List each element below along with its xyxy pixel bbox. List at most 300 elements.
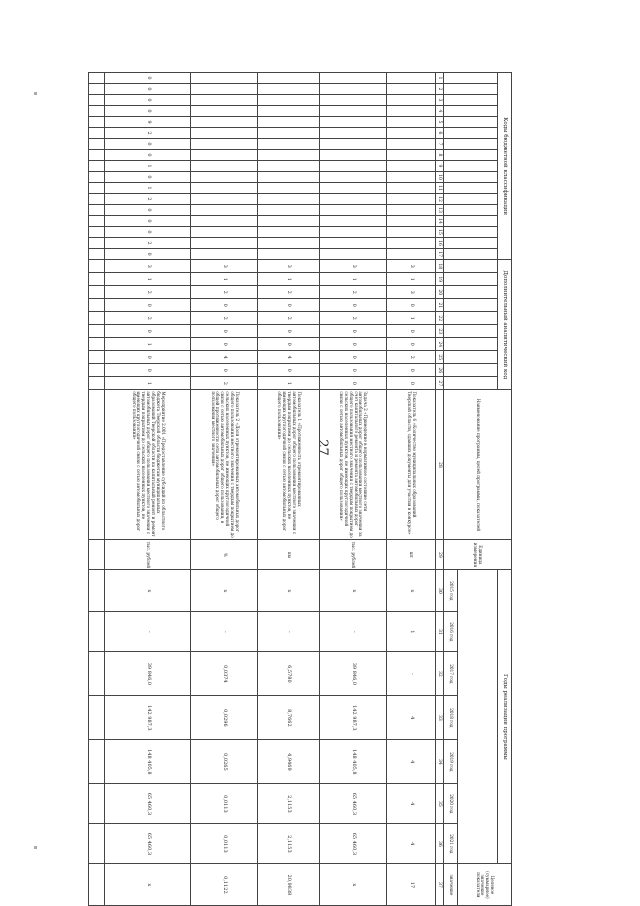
code-cell <box>89 227 105 238</box>
year-value-cell: 0,0113 <box>191 784 258 824</box>
code-cell <box>258 73 319 84</box>
column-number: 30 <box>436 570 444 612</box>
description-cell: Мероприятие 2.001 «Предоставление субсидий из областного бюджета Тверской области бюджетам муниципальных образований Тверской области на капитальный ремонт и ремонт автомобильных дорог общего пользования местного значения с твердым покрытием до сельских населенных пунктов, не имеющих круглогодичной связи с сетью автомобильных дорог общего пользования» <box>105 390 191 540</box>
analytic-code-cell: 0 <box>191 364 258 377</box>
year-value-cell: 65 460,3 <box>105 784 191 824</box>
code-cell <box>89 95 105 106</box>
year-value-cell: 6,5780 <box>258 652 319 696</box>
analytic-code-cell: 3 <box>258 260 319 273</box>
code-cell <box>89 139 105 150</box>
code-cell <box>191 128 258 139</box>
code-cell <box>191 227 258 238</box>
code-cell <box>258 227 319 238</box>
year-value-cell: 2,1153 <box>258 784 319 824</box>
column-number: 29 <box>436 540 444 570</box>
code-cell <box>319 150 386 161</box>
year-value-cell: x <box>319 570 386 612</box>
code-cell <box>319 106 386 117</box>
target-value-cell: x <box>105 864 191 906</box>
analytic-code-cell: 3 <box>319 260 386 273</box>
page-number: 27 <box>314 439 330 456</box>
column-number: 22 <box>436 312 444 325</box>
code-cell <box>387 172 436 183</box>
code-cell <box>191 194 258 205</box>
analytic-code-cell: 0 <box>105 364 191 377</box>
code-cell <box>258 194 319 205</box>
year-value-cell: 4 <box>387 696 436 740</box>
column-number: 8 <box>436 150 444 161</box>
year-value-cell: 4 <box>387 740 436 784</box>
code-cell <box>258 183 319 194</box>
column-number: 32 <box>436 652 444 696</box>
header-code-col <box>444 73 498 84</box>
unit-cell: % <box>191 540 258 570</box>
year-value-cell: 39 846,0 <box>319 652 386 696</box>
header-code-col <box>444 194 498 205</box>
code-cell <box>319 172 386 183</box>
table-row <box>387 73 436 906</box>
code-cell <box>319 95 386 106</box>
code-cell: 0 <box>105 106 191 117</box>
analytic-code-cell: 0 <box>105 325 191 338</box>
year-value-cell: 142 987,3 <box>319 696 386 740</box>
code-cell <box>319 194 386 205</box>
code-cell: 0 <box>105 216 191 227</box>
code-cell <box>191 205 258 216</box>
code-cell <box>319 205 386 216</box>
table-row <box>105 73 191 906</box>
code-cell <box>387 139 436 150</box>
header-value: значение <box>444 864 458 906</box>
analytic-code-cell: 0 <box>105 299 191 312</box>
code-cell <box>319 128 386 139</box>
column-number: 3 <box>436 95 444 106</box>
unit-cell: тыс. рублей <box>105 540 191 570</box>
code-cell <box>89 172 105 183</box>
header-code-col <box>444 117 498 128</box>
code-cell <box>191 84 258 95</box>
column-number: 21 <box>436 299 444 312</box>
code-cell <box>191 172 258 183</box>
analytic-code-cell: 0 <box>258 338 319 351</box>
column-number: 2 <box>436 84 444 95</box>
code-cell: 0 <box>105 150 191 161</box>
code-cell <box>319 216 386 227</box>
code-cell <box>258 238 319 249</box>
column-number: 35 <box>436 784 444 824</box>
analytic-code-cell <box>89 273 105 286</box>
year-value-cell: 0,0296 <box>191 696 258 740</box>
code-cell: 0 <box>105 84 191 95</box>
year-value-cell: 1 <box>387 612 436 652</box>
analytic-code-cell: 0 <box>319 299 386 312</box>
analytic-code-cell: 0 <box>258 299 319 312</box>
header-code-col <box>444 172 498 183</box>
code-cell <box>387 205 436 216</box>
unit-cell <box>89 540 105 570</box>
analytic-code-cell: 0 <box>191 338 258 351</box>
year-value-cell: x <box>105 570 191 612</box>
header-code-col <box>444 106 498 117</box>
year-value-cell: 65 460,3 <box>105 824 191 864</box>
analytic-code-cell: 1 <box>258 273 319 286</box>
code-cell <box>191 117 258 128</box>
code-cell <box>89 183 105 194</box>
code-cell <box>191 95 258 106</box>
code-cell <box>319 249 386 260</box>
analytic-code-cell: 4 <box>258 351 319 364</box>
header-analytic-col <box>444 364 498 377</box>
code-cell <box>89 106 105 117</box>
code-cell <box>191 161 258 172</box>
header-row-groups <box>498 73 512 906</box>
code-cell <box>191 249 258 260</box>
year-value-cell: x <box>387 570 436 612</box>
code-cell <box>319 161 386 172</box>
year-value-cell: 0,0374 <box>191 652 258 696</box>
year-value-cell: 142 987,3 <box>105 696 191 740</box>
code-cell <box>387 117 436 128</box>
code-cell <box>258 205 319 216</box>
analytic-code-cell: 3 <box>387 286 436 299</box>
code-cell: 2 <box>105 194 191 205</box>
code-cell <box>319 238 386 249</box>
year-value-cell: 4 <box>387 824 436 864</box>
description-cell: Показатель 1 «Протяженность отремонтированных автомобильных дорог общего пользования местного значения с твердым покрытием до сельских населенных пунктов, не имеющих круглогодичной связи с сетью автомобильных дорог общего пользования» <box>258 390 319 540</box>
table-row <box>89 73 105 906</box>
target-value-cell: 17 <box>387 864 436 906</box>
year-value-cell <box>89 784 105 824</box>
code-cell <box>89 84 105 95</box>
code-cell <box>191 216 258 227</box>
column-number: 7 <box>436 139 444 150</box>
year-value-cell: - <box>258 612 319 652</box>
code-cell <box>319 84 386 95</box>
code-cell: 2 <box>105 238 191 249</box>
code-cell: 0 <box>105 172 191 183</box>
analytic-code-cell: 2 <box>258 286 319 299</box>
code-cell <box>258 106 319 117</box>
code-cell <box>387 227 436 238</box>
year-value-cell: 148 405,8 <box>105 740 191 784</box>
column-number: 15 <box>436 227 444 238</box>
column-number: 14 <box>436 216 444 227</box>
analytic-code-cell: 2 <box>258 312 319 325</box>
column-number: 20 <box>436 286 444 299</box>
code-cell <box>258 139 319 150</box>
analytic-code-cell: 0 <box>387 299 436 312</box>
unit-cell: шт <box>387 540 436 570</box>
analytic-code-cell: 3 <box>191 260 258 273</box>
analytic-code-cell <box>89 260 105 273</box>
year-value-cell: x <box>191 570 258 612</box>
header-years: Годы реализации программы <box>498 570 512 864</box>
code-cell <box>191 238 258 249</box>
code-cell <box>387 128 436 139</box>
analytic-code-cell: 3 <box>105 260 191 273</box>
analytic-code-cell <box>89 351 105 364</box>
analytic-code-cell: 0 <box>387 338 436 351</box>
analytic-code-cell: 0 <box>191 299 258 312</box>
year-value-cell: 4 <box>387 784 436 824</box>
year-value-cell: 148 405,8 <box>319 740 386 784</box>
header-target: Целевое (суммарное) значение показателя <box>458 864 512 906</box>
header-2019: 2019 год <box>444 740 458 784</box>
analytic-code-cell: 1 <box>258 377 319 390</box>
code-cell <box>387 238 436 249</box>
analytic-code-cell: 1 <box>319 273 386 286</box>
header-2017: 2017 год <box>444 652 458 696</box>
year-value-cell: 4,9469 <box>258 740 319 784</box>
column-number: 4 <box>436 106 444 117</box>
column-number: 36 <box>436 824 444 864</box>
year-value-cell <box>89 612 105 652</box>
scan-dot-bottom <box>34 846 37 849</box>
code-cell <box>387 106 436 117</box>
column-number: 12 <box>436 194 444 205</box>
year-value-cell: 0,0113 <box>191 824 258 864</box>
column-number: 10 <box>436 172 444 183</box>
header-code-col <box>444 84 498 95</box>
code-cell <box>89 128 105 139</box>
year-value-cell <box>89 696 105 740</box>
analytic-code-cell: 1 <box>105 338 191 351</box>
code-cell: 0 <box>105 73 191 84</box>
analytic-code-cell <box>89 312 105 325</box>
code-cell <box>191 106 258 117</box>
analytic-code-cell: 1 <box>105 377 191 390</box>
description-cell <box>89 390 105 540</box>
code-cell <box>319 183 386 194</box>
analytic-code-cell: 2 <box>319 286 386 299</box>
header-analytic-col <box>444 299 498 312</box>
column-number: 27 <box>436 377 444 390</box>
code-cell <box>191 183 258 194</box>
code-cell <box>191 139 258 150</box>
code-cell <box>258 161 319 172</box>
code-cell: 0 <box>105 249 191 260</box>
code-cell <box>89 216 105 227</box>
code-cell: 2 <box>105 128 191 139</box>
header-analytic-col <box>444 312 498 325</box>
header-code-col <box>444 227 498 238</box>
column-number: 17 <box>436 249 444 260</box>
year-value-cell: 65 460,3 <box>319 824 386 864</box>
column-number: 6 <box>436 128 444 139</box>
code-cell <box>89 238 105 249</box>
year-value-cell: - <box>105 612 191 652</box>
column-number: 24 <box>436 338 444 351</box>
header-code-col <box>444 183 498 194</box>
header-analytic-col <box>444 286 498 299</box>
header-analytic-col <box>444 260 498 273</box>
analytic-code-cell: 2 <box>191 286 258 299</box>
code-cell <box>191 150 258 161</box>
code-cell <box>89 205 105 216</box>
analytic-code-cell: 4 <box>191 351 258 364</box>
analytic-code-cell: 2 <box>105 312 191 325</box>
header-budget-codes: Коды бюджетной классификации <box>498 73 512 260</box>
header-unit: Единица измерения <box>444 540 512 570</box>
description-cell: Показатель 2 «Доля отремонтированных автомобильных дорог общего пользования местного значения с твердым покрытием до сельских населенных пунктов, не имеющих круглогодичной связи с сетью автомобильных дорог общего пользования, в общей протяженности сети автомобильных дорог общего пользования местного значения» <box>191 390 258 540</box>
column-number: 16 <box>436 238 444 249</box>
code-cell <box>258 150 319 161</box>
year-value-cell: 8,7662 <box>258 696 319 740</box>
code-cell <box>258 249 319 260</box>
column-number: 23 <box>436 325 444 338</box>
rotated-table-frame <box>88 72 512 899</box>
code-cell <box>319 139 386 150</box>
column-number: 28 <box>436 390 444 540</box>
analytic-code-cell <box>89 325 105 338</box>
analytic-code-cell: 0 <box>319 364 386 377</box>
target-value-cell: 20,9838 <box>258 864 319 906</box>
column-number: 5 <box>436 117 444 128</box>
code-cell <box>387 161 436 172</box>
code-cell <box>387 150 436 161</box>
year-value-cell <box>89 740 105 784</box>
analytic-code-cell <box>89 364 105 377</box>
column-number: 25 <box>436 351 444 364</box>
column-number: 26 <box>436 364 444 377</box>
code-cell <box>387 73 436 84</box>
analytic-code-cell: 0 <box>387 377 436 390</box>
code-cell <box>387 249 436 260</box>
analytic-code-cell <box>89 377 105 390</box>
target-value-cell: x <box>319 864 386 906</box>
description-cell: Показатель 6 «Количество муниципальных образований Тверской области, сдавших документы для участия в конкурсе» <box>387 390 436 540</box>
code-cell <box>387 84 436 95</box>
analytic-code-cell: 0 <box>319 377 386 390</box>
analytic-code-cell: 0 <box>387 325 436 338</box>
code-cell <box>89 161 105 172</box>
code-cell: 1 <box>105 161 191 172</box>
year-value-cell: 65 460,3 <box>319 784 386 824</box>
analytic-code-cell: 3 <box>387 260 436 273</box>
header-2020: 2020 год <box>444 784 458 824</box>
code-cell: 9 <box>105 117 191 128</box>
column-number: 19 <box>436 273 444 286</box>
code-cell <box>258 95 319 106</box>
year-value-cell <box>89 652 105 696</box>
target-value-cell <box>89 864 105 906</box>
code-cell <box>387 216 436 227</box>
analytic-code-cell: 0 <box>387 364 436 377</box>
analytic-code-cell: 0 <box>105 351 191 364</box>
code-cell <box>258 117 319 128</box>
code-cell: 0 <box>105 205 191 216</box>
header-code-col <box>444 205 498 216</box>
header-2015: 2015 год <box>444 570 458 612</box>
analytic-code-cell: 0 <box>319 351 386 364</box>
program-indicators-table <box>88 72 512 906</box>
code-cell <box>258 84 319 95</box>
code-cell <box>387 95 436 106</box>
unit-cell: тыс. рублей <box>319 540 386 570</box>
analytic-code-cell <box>89 286 105 299</box>
code-cell <box>258 172 319 183</box>
analytic-code-cell: 1 <box>387 273 436 286</box>
code-cell <box>89 117 105 128</box>
column-number: 34 <box>436 740 444 784</box>
analytic-code-cell <box>89 338 105 351</box>
code-cell: 1 <box>105 183 191 194</box>
header-2021: 2021 год <box>444 824 458 864</box>
description-cell: Задача 2 «Приведение в нормативное состояние сети автомобильных дорог общего пользования местного значения за счет капитального ремонта и ремонта автомобильных дорог общего пользования местного значения с твердым покрытием до сельских населенных пунктов, не имеющих круглогодичной связи с сетью автомобильных дорог общего пользования» <box>319 390 386 540</box>
header-code-col <box>444 139 498 150</box>
code-cell <box>387 194 436 205</box>
analytic-code-cell: 2 <box>387 351 436 364</box>
year-value-cell: 0,0265 <box>191 740 258 784</box>
year-value-cell: - <box>191 612 258 652</box>
column-number: 33 <box>436 696 444 740</box>
analytic-code-cell: 1 <box>105 273 191 286</box>
analytic-code-cell: 2 <box>105 286 191 299</box>
header-analytic-col <box>444 338 498 351</box>
header-code-col <box>444 238 498 249</box>
code-cell <box>319 117 386 128</box>
year-value-cell: - <box>319 612 386 652</box>
code-cell <box>319 73 386 84</box>
analytic-code-cell: 2 <box>191 377 258 390</box>
code-cell <box>258 128 319 139</box>
year-value-cell: x <box>258 570 319 612</box>
header-2018: 2018 год <box>444 696 458 740</box>
column-number: 13 <box>436 205 444 216</box>
header-code-col <box>444 128 498 139</box>
year-value-cell <box>89 824 105 864</box>
header-2016: 2016 год <box>444 612 458 652</box>
analytic-code-cell: 0 <box>191 325 258 338</box>
analytic-code-cell: 0 <box>319 325 386 338</box>
column-number: 18 <box>436 260 444 273</box>
year-value-cell: - <box>387 652 436 696</box>
header-code-col <box>444 150 498 161</box>
code-cell: 0 <box>105 95 191 106</box>
scan-dot-top <box>34 92 37 95</box>
code-cell: 0 <box>105 227 191 238</box>
header-code-col <box>444 216 498 227</box>
header-code-col <box>444 249 498 260</box>
code-cell <box>89 73 105 84</box>
landscape-table-wrapper <box>88 72 512 899</box>
column-number-row <box>436 73 444 906</box>
code-cell <box>191 73 258 84</box>
year-value-cell: 39 846,0 <box>105 652 191 696</box>
header-analytic-col <box>444 377 498 390</box>
code-cell <box>89 150 105 161</box>
analytic-code-cell: 1 <box>191 273 258 286</box>
column-number: 9 <box>436 161 444 172</box>
header-name: Наименование программы, целей программы, показателей <box>444 390 512 540</box>
table-row <box>258 73 319 906</box>
header-code-col <box>444 95 498 106</box>
analytic-code-cell: 0 <box>258 364 319 377</box>
target-value-cell: 0,1122 <box>191 864 258 906</box>
column-number: 11 <box>436 183 444 194</box>
year-value-cell: 2,1153 <box>258 824 319 864</box>
table-row <box>191 73 258 906</box>
header-analytic-col <box>444 273 498 286</box>
analytic-code-cell: 0 <box>258 325 319 338</box>
header-analytic-code: Дополнительный аналитический код <box>498 260 512 390</box>
analytic-code-cell: 2 <box>319 312 386 325</box>
analytic-code-cell <box>89 299 105 312</box>
code-cell <box>89 194 105 205</box>
header-code-col <box>444 161 498 172</box>
header-analytic-col <box>444 351 498 364</box>
unit-cell: км <box>258 540 319 570</box>
